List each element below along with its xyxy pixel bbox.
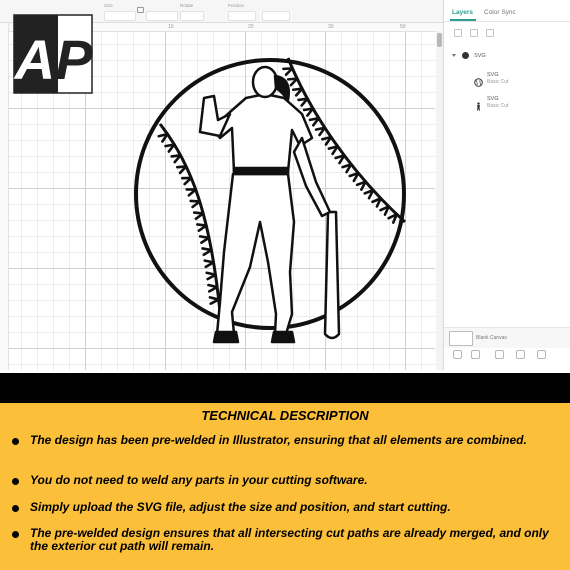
stitch-mark [200,236,209,237]
lock-icon[interactable] [137,7,144,13]
bullet-dot [12,505,19,512]
layer-item-player[interactable] [487,96,508,109]
bullet-dot [12,531,19,538]
right-shoe [272,332,294,342]
stitch-mark [293,89,302,90]
contour-icon[interactable] [537,350,546,359]
svg-group-thumb-icon [462,52,469,59]
ruler-tick-label: 30 [328,24,334,30]
stitch-mark [283,68,292,69]
description-bullet: You do not need to weld any parts in your cutting software. [30,473,368,487]
canvas-scrollbar[interactable] [436,31,443,370]
layers-panel [443,0,570,370]
attach-icon[interactable] [495,350,504,359]
chevron-down-icon[interactable] [452,54,456,57]
bat [325,212,339,338]
stitch-mark [310,118,319,120]
legs [217,174,294,334]
tab-layers[interactable]: Layers [452,9,473,16]
flatten-icon[interactable] [516,350,525,359]
ball-thumb-icon [474,74,483,83]
layer-name: SVG [487,96,499,102]
stitch-mark [177,166,186,167]
belt [234,168,288,174]
stitch-mark [304,109,313,110]
tab-color-sync[interactable]: Color Sync [484,9,516,16]
blank-canvas-label: Blank Canvas [476,335,507,341]
ungroup-icon[interactable] [470,29,478,37]
stitch-mark [203,248,212,250]
stitch-mark [166,144,175,146]
rotate-group-label: Rotate [180,3,194,8]
scrollbar-thumb[interactable] [437,33,442,47]
description-bullet: The design has been pre-welded in Illustrator, ensuring that all elements are combined. [30,433,527,447]
stitch-mark [172,155,181,156]
player-thumb-icon [474,98,483,107]
combine-icon[interactable] [471,350,480,359]
stitch-mark [191,201,200,202]
description-bullet: The pre-welded design ensures that all intersecting cut paths are already merged, and only the exterior cut path will remain. [30,526,549,553]
layer-name: SVG [487,72,499,78]
panel-divider [444,21,570,22]
logo-letter-a: A [14,28,56,91]
stitch-mark [299,99,308,100]
lowered-arm [294,138,330,216]
stitch-mark [288,79,297,80]
layer-group-label: SVG [474,52,486,59]
ruler-tick-label: 50 [400,24,406,30]
description-bullet: Simply upload the SVG file, adjust the size and position, and start cutting. [30,500,451,514]
softball-player-design[interactable] [120,52,430,352]
left-shoe [214,332,238,342]
bullet-dot [12,478,19,485]
vertical-ruler [0,23,9,370]
layer-item-ball[interactable] [487,72,508,85]
stitch-mark [194,213,203,214]
technical-description-panel [0,403,570,570]
head [253,67,277,97]
ruler-tick-label: 20 [248,24,254,30]
black-divider-band [0,373,570,403]
duplicate-icon[interactable] [486,29,494,37]
group-icon[interactable] [454,29,462,37]
stitch-mark [197,224,206,225]
position-group-label: Position [228,3,245,8]
player-silhouette [200,67,339,342]
layer-operation[interactable]: Basic Cut [487,79,509,85]
slice-icon[interactable] [453,350,462,359]
stitch-mark [205,261,214,263]
ap-logo [12,13,94,95]
size-group-label: Size [104,3,113,8]
layer-group-svg[interactable] [452,52,486,59]
ruler-tick-label: 10 [168,24,174,30]
blank-canvas-swatch[interactable] [449,331,473,346]
y-position-input[interactable] [262,11,290,21]
blank-canvas-row[interactable] [444,327,570,348]
description-title: TECHNICAL DESCRIPTION [201,408,369,423]
height-input[interactable] [146,11,178,21]
rotate-input[interactable] [180,11,204,21]
x-position-input[interactable] [228,11,256,21]
width-input[interactable] [104,11,136,21]
layer-operation[interactable]: Basic Cut [487,103,509,109]
logo-letter-p: P [55,28,93,91]
bullet-dot [12,438,19,445]
